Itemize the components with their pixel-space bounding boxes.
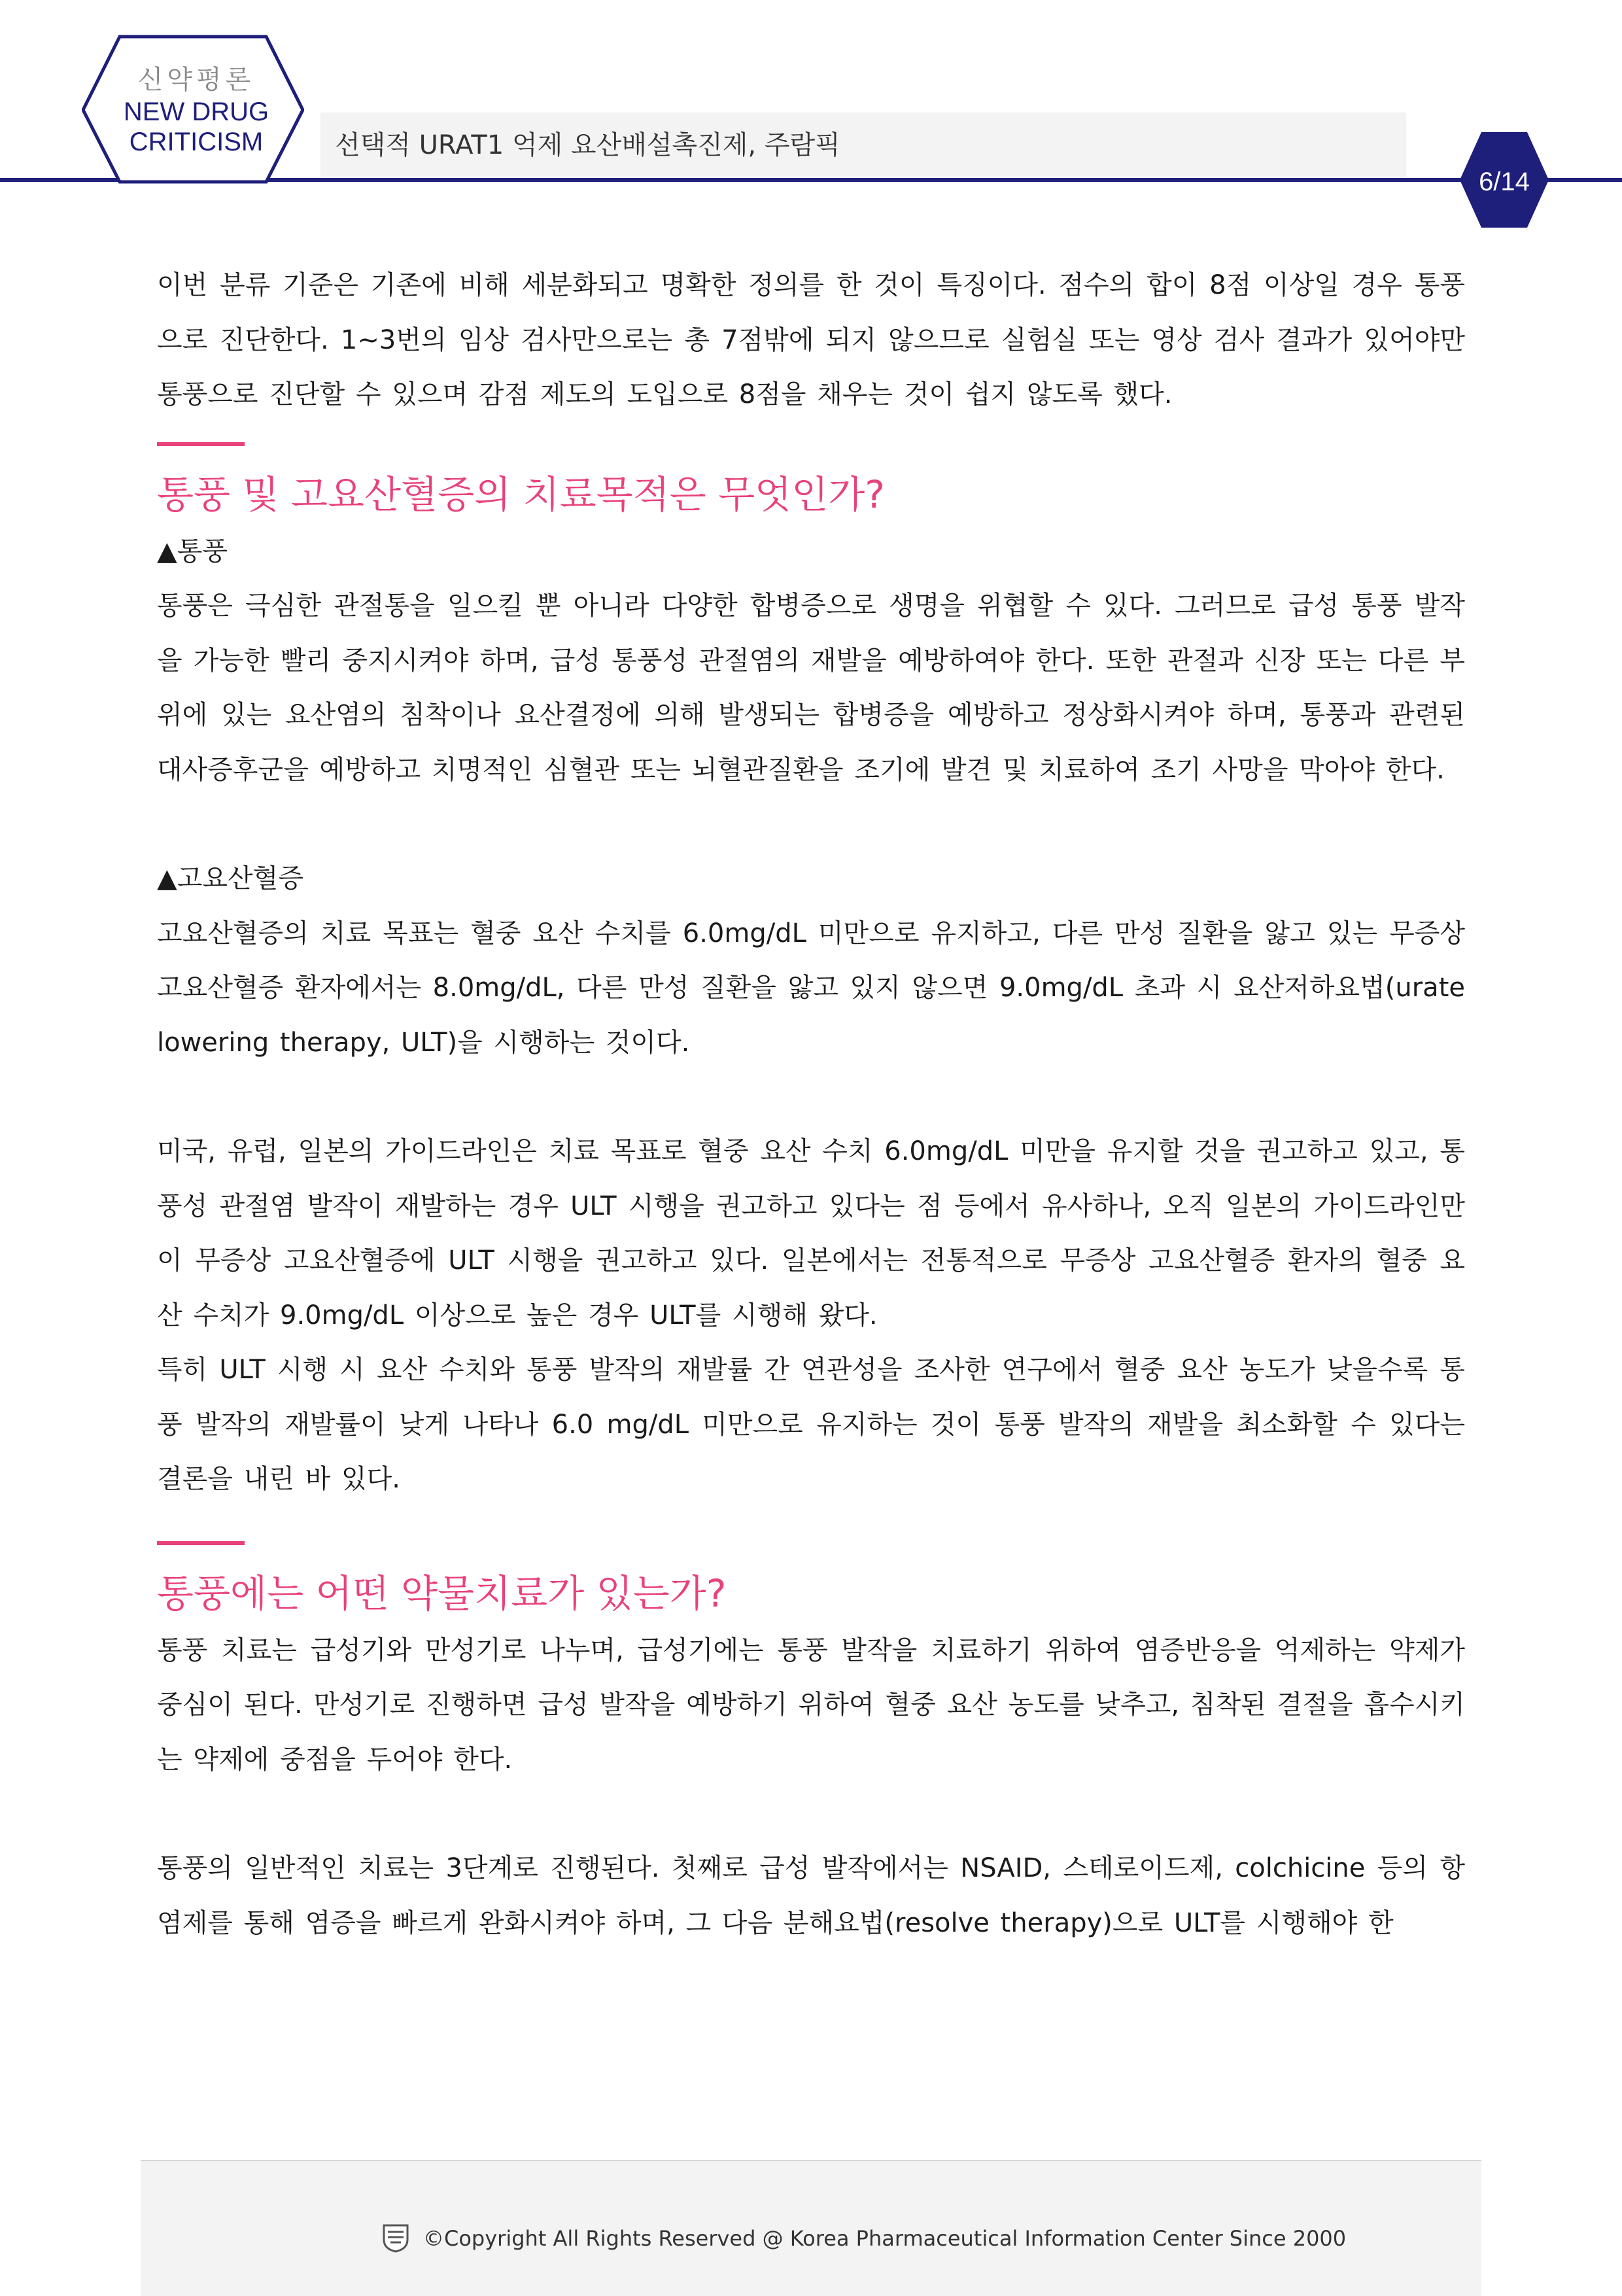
study-paragraph: 특히 ULT 시행 시 요산 수치와 통풍 발작의 재발률 간 연관성을 조사한 연구에서 혈중 요산 농도가 낮을수록 통풍 발작의 재발률이 낮게 나타나 6.0 mg/dL 미만으로 유지하는 것이 통풍 발작의 재발을 최소화할 수 있다는 결론을 내린 바 있다.	[157, 1355, 1465, 1494]
guideline-paragraph: 미국, 유럽, 일본의 가이드라인은 치료 목표로 혈중 요산 수치 6.0mg/dL 미만을 유지할 것을 권고하고 있고, 통풍성 관절염 발작이 재발하는 경우 ULT 시행을 권고하고 있다는 점 등에서 유사하나, 오직 일본의 가이드라인만이 무증상 고요산혈증에 ULT 시행을 권고하고 있다. 일본에서는 전통적으로 무증상 고요산혈증 환자의 혈중 요산 수치가 9.0mg/dL 이상으로 높은 경우 ULT를 시행해 왔다.	[157, 1136, 1465, 1331]
gout-paragraph: 통풍은 극심한 관절통을 일으킬 뿐 아니라 다양한 합병증으로 생명을 위협할 수 있다. 그러므로 급성 통풍 발작을 가능한 빨리 중지시켜야 하며, 급성 통풍성 관절염의 재발을 예방하여야 한다. 또한 관절과 신장 또는 다른 부위에 있는 요산염의 침착이나 요산결정에 의해 발생되는 합병증을 예방하고 정상화시켜야 하며, 통풍과 관련된 대사증후군을 예방하고 치명적인 심혈관 또는 뇌혈관질환을 조기에 발견 및 치료하여 조기 사망을 막아야 한다.	[157, 591, 1465, 785]
kpic-emblem-icon	[381, 2223, 410, 2253]
subheading-gout: ▲통풍	[157, 536, 228, 566]
logo-english-line2: CRITICISM	[129, 128, 264, 156]
treatment-paragraph: 통풍 치료는 급성기와 만성기로 나누며, 급성기에는 통풍 발작을 치료하기 위하여 염증반응을 억제하는 약제가 중심이 된다. 만성기로 진행하면 급성 발작을 예방하기 위하여 혈중 요산 농도를 낮추고, 침착된 결절을 흡수시키는 약제에 중점을 두어야 한다.	[157, 1635, 1465, 1775]
page-footer	[141, 2160, 1481, 2296]
subheading-hyperuricemia: ▲고요산혈증	[157, 863, 303, 894]
document-title: 선택적 URAT1 억제 요산배설촉진제, 주람픽	[335, 130, 840, 160]
section-accent-rule	[157, 442, 245, 446]
section-heading-treatment-goals: 통풍 및 고요산혈증의 치료목적은 무엇인가?	[157, 472, 886, 517]
logo-english-line1: NEW DRUG	[123, 97, 269, 126]
hyperuricemia-paragraph: 고요산혈증의 치료 목표는 혈중 요산 수치를 6.0mg/dL 미만으로 유지하고, 다른 만성 질환을 앓고 있는 무증상 고요산혈증 환자에서는 8.0mg/dL, 다른 만성 질환을 앓고 있지 않으면 9.0mg/dL 초과 시 요산저하요법(urate lowering therapy, ULT)을 시행하는 것이다.	[157, 918, 1465, 1058]
paragraph-gap	[157, 1070, 1465, 1124]
intro-paragraph: 이번 분류 기준은 기존에 비해 세분화되고 명확한 정의를 한 것이 특징이다. 점수의 합이 8점 이상일 경우 통풍으로 진단한다. 1~3번의 임상 검사만으로는 총 7점밖에 되지 않으므로 실험실 또는 영상 검사 결과가 있어야만 통풍으로 진단할 수 있으며 감점 제도의 도입으로 8점을 채우는 것이 쉽지 않도록 했다.	[157, 270, 1465, 409]
paragraph-gap	[157, 1787, 1465, 1841]
paragraph-gap	[157, 797, 1465, 852]
page-content	[157, 258, 1465, 1951]
section-heading-drug-therapy: 통풍에는 어떤 약물치료가 있는가?	[157, 1571, 727, 1616]
copyright-notice: ©Copyright All Rights Reserved @ Korea Pharmaceutical Information Center Since 2000	[423, 2226, 1347, 2251]
logo-korean: 신약평론	[137, 65, 255, 95]
logo	[105, 63, 288, 157]
section-accent-rule	[157, 1541, 245, 1545]
treatment-steps-paragraph: 통풍의 일반적인 치료는 3단계로 진행된다. 첫째로 급성 발작에서는 NSAID, 스테로이드제, colchicine 등의 항염제를 통해 염증을 빠르게 완화시켜야 하며, 그 다음 분해요법(resolve therapy)으로 ULT를 시행해야 한	[157, 1853, 1465, 1938]
page-number: 6/14	[1479, 167, 1530, 196]
page-header	[0, 0, 1622, 196]
